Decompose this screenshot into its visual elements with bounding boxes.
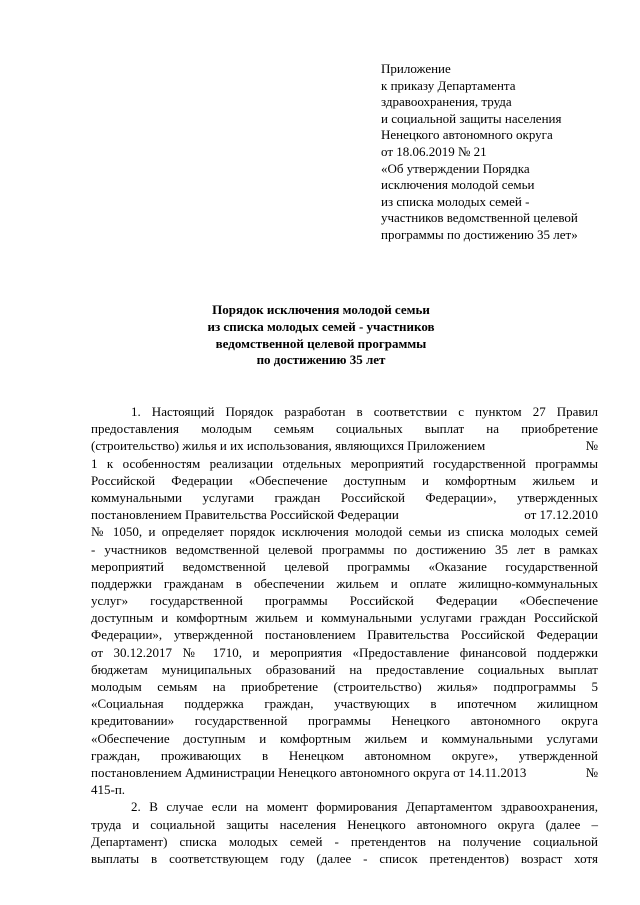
body-line-part: постановлением Правительства Российской Федерации <box>91 507 399 523</box>
appendix-line: от 18.06.2019 № 21 <box>381 143 487 159</box>
body-line: «Социальная поддержка граждан, участвующих в ипотечном жилищном <box>91 696 598 712</box>
body-line: поддержки гражданам в обеспечении жильем и оплате жилищно-коммунальных <box>91 575 598 591</box>
title-line: ведомственной целевой программы <box>215 335 427 351</box>
document-body <box>91 403 598 867</box>
body-line: 415-п. <box>91 782 126 798</box>
body-line: коммунальными услугами граждан Российской Федерации», утвержденных <box>91 489 598 505</box>
appendix-line: «Об утверждении Порядка <box>381 160 530 176</box>
body-line: Российской Федерации «Обеспечение доступным и комфортным жильем и <box>91 472 598 488</box>
body-line-split <box>91 506 598 523</box>
appendix-header <box>381 61 621 244</box>
appendix-line: исключения молодой семьи <box>381 177 535 193</box>
body-line: выплаты в соответствующем году (далее - список претендентов) возраст хотя <box>91 850 598 866</box>
body-line: «Обеспечение доступным и комфортным жильем и коммунальными услугами <box>91 730 598 746</box>
appendix-line: участников ведомственной целевой <box>381 210 578 226</box>
title-line: по достижению 35 лет <box>256 352 386 368</box>
title-line: из списка молодых семей - участников <box>207 318 435 334</box>
body-line: Департамент) списка молодых семей - претендентов на получение социальной <box>91 833 598 849</box>
appendix-line: программы по достижению 35 лет» <box>381 226 578 242</box>
body-line-part: № <box>585 764 598 780</box>
body-line: предоставления молодым семьям социальных выплат на приобретение <box>91 421 598 437</box>
body-line: 2. В случае если на момент формирования Департаментом здравоохранения, <box>131 799 598 815</box>
appendix-line: Приложение <box>381 61 451 76</box>
title-line: Порядок исключения молодой семьи <box>212 302 430 317</box>
body-line: молодым семьям на приобретение (строительство) жилья» подпрограммы 5 <box>91 679 598 694</box>
body-line-part: № <box>585 438 598 454</box>
body-line-part: (строительство) жилья и их использования, являющихся Приложением <box>91 438 486 454</box>
body-line: № 1050, и определяет порядок исключения молодой семьи из списка молодых семей <box>91 524 598 540</box>
body-line: бюджетам муниципальных образований на предоставление социальных выплат <box>91 661 598 677</box>
body-line: кредитовании» государственной программы Ненецкого автономного округа <box>91 713 598 729</box>
body-line: услуг» государственной программы Российской Федерации «Обеспечение <box>91 593 598 609</box>
appendix-line: к приказу Департамента <box>381 77 516 93</box>
appendix-line: и социальной защиты населения <box>381 110 562 126</box>
body-line: 1. Настоящий Порядок разработан в соответствии с пунктом 27 Правил <box>131 404 598 419</box>
body-line: доступным и комфортным жильем и коммунальными услугами граждан Российской <box>91 610 598 626</box>
body-line: от 30.12.2017 № 1710, и мероприятия «Предоставление финансовой поддержки <box>91 644 598 660</box>
body-line: граждан, проживающих в Ненецком автономном округе», утвержденной <box>91 747 598 763</box>
appendix-line: здравоохранения, труда <box>381 94 512 110</box>
body-line: мероприятий ведомственной целевой программы «Оказание государственной <box>91 558 598 574</box>
body-line: Федерации», утвержденной постановлением Правительства Российской Федерации <box>91 627 598 643</box>
appendix-line: Ненецкого автономного округа <box>381 127 553 143</box>
body-line: - участников ведомственной целевой программы по достижению 35 лет в рамках <box>91 541 598 557</box>
appendix-line: из списка молодых семей - <box>381 193 530 209</box>
body-line-split <box>91 764 598 781</box>
body-line: 1 к особенностям реализации отдельных мероприятий государственной программы <box>91 455 598 471</box>
body-line-split <box>91 437 598 454</box>
body-line: труда и социальной защиты населения Ненецкого автономного округа (далее – <box>91 816 598 832</box>
body-line-part: постановлением Администрации Ненецкого автономного округа от 14.11.2013 <box>91 764 527 780</box>
body-line-part: от 17.12.2010 <box>524 507 598 523</box>
document-title <box>160 302 482 369</box>
